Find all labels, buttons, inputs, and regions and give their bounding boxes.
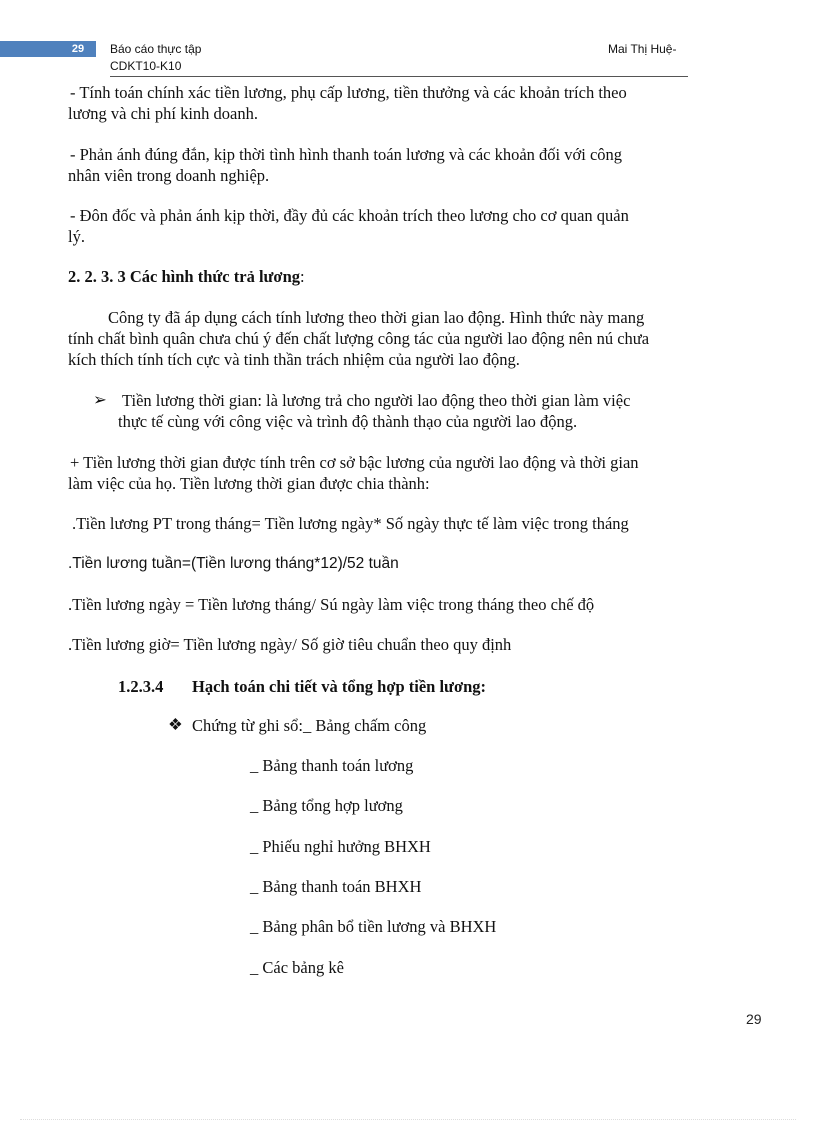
paragraph-5-line-1: + Tiền lương thời gian được tính trên cơ sở bậc lương của người lao động và thời gian [70,453,639,472]
paragraph-2-line-2: nhân viên trong doanh nghiệp. [68,166,270,185]
header-title: Báo cáo thực tập [110,42,202,56]
doc-list-item: _ Bảng thanh toán BHXH [250,877,422,896]
header-author: Mai Thị Huệ- [608,42,677,56]
paragraph-2-line-1: - Phản ánh đúng đắn, kịp thời tình hình thanh toán lương và các khoản đối với công [70,145,623,164]
paragraph-1-line-2: lương và chi phí kinh doanh. [68,104,258,123]
section-heading-colon: : [300,267,305,286]
header-rule [110,76,688,77]
arrow-bullet-icon: ➢ [93,390,107,409]
formula-daily: .Tiền lương ngày = Tiền lương tháng/ Sú ngày làm việc trong tháng theo chế độ [68,595,595,614]
section-heading-number: 1.2.3.4 [118,677,164,696]
bullet-1-line-2: thực tế cùng với công việc và trình độ thành thạo của người lao động. [118,412,578,431]
formula-weekly: .Tiền lương tuần=(Tiền lương tháng*12)/52 tuần [68,555,399,572]
header-subtitle: CDKT10-K10 [110,59,182,73]
paragraph-3-line-1: - Đôn đốc và phản ánh kịp thời, đầy đủ các khoản trích theo lương cho cơ quan quản [70,206,629,225]
section-heading-1-2-3-4: Hạch toán chi tiết và tổng hợp tiền lương: [192,677,487,696]
paragraph-3-line-2: lý. [68,227,85,246]
doc-list-item: _ Bảng thanh toán lương [250,756,414,775]
section-heading-text: 2. 2. 3. 3 Các hình thức trả lương [68,267,300,286]
bullet-2-text: Chứng từ ghi sổ:_ Bảng chấm công [192,716,427,735]
diamond-bullet-icon: ❖ [168,715,183,734]
page-bottom-dotted-line [20,1119,796,1120]
doc-list-item: _ Phiếu nghỉ hưởng BHXH [250,837,431,856]
paragraph-1-line-1: - Tính toán chính xác tiền lương, phụ cấp lương, tiền thưởng và các khoản trích theo [70,83,627,102]
doc-list-item: _ Bảng tổng hợp lương [250,796,403,815]
doc-list-item: _ Bảng phân bổ tiền lương và BHXH [250,917,497,936]
doc-list-item: _ Các bảng kê [250,958,344,977]
formula-hourly: .Tiền lương giờ= Tiền lương ngày/ Số giờ tiêu chuẩn theo quy định [68,635,512,654]
paragraph-4-line-1: Công ty đã áp dụng cách tính lương theo thời gian lao động. Hình thức này mang [108,308,645,327]
footer-page-number: 29 [746,1011,762,1027]
formula-monthly: .Tiền lương PT trong tháng= Tiền lương ngày* Số ngày thực tế làm việc trong tháng [72,514,629,533]
bullet-1-line-1: Tiền lương thời gian: là lương trả cho người lao động theo thời gian làm việc [122,391,631,410]
paragraph-4-line-2: tính chất bình quân chưa chú ý đến chất lượng công tác của người lao động nên nú chưa [68,329,650,348]
header-page-badge: 29 [71,43,85,55]
paragraph-4-line-3: kích thích tính tích cực và tinh thần trách nhiệm của người lao động. [68,350,520,369]
section-heading-2-2-3-3 [68,266,305,287]
paragraph-5-line-2: làm việc của họ. Tiền lương thời gian được chia thành: [68,474,430,493]
